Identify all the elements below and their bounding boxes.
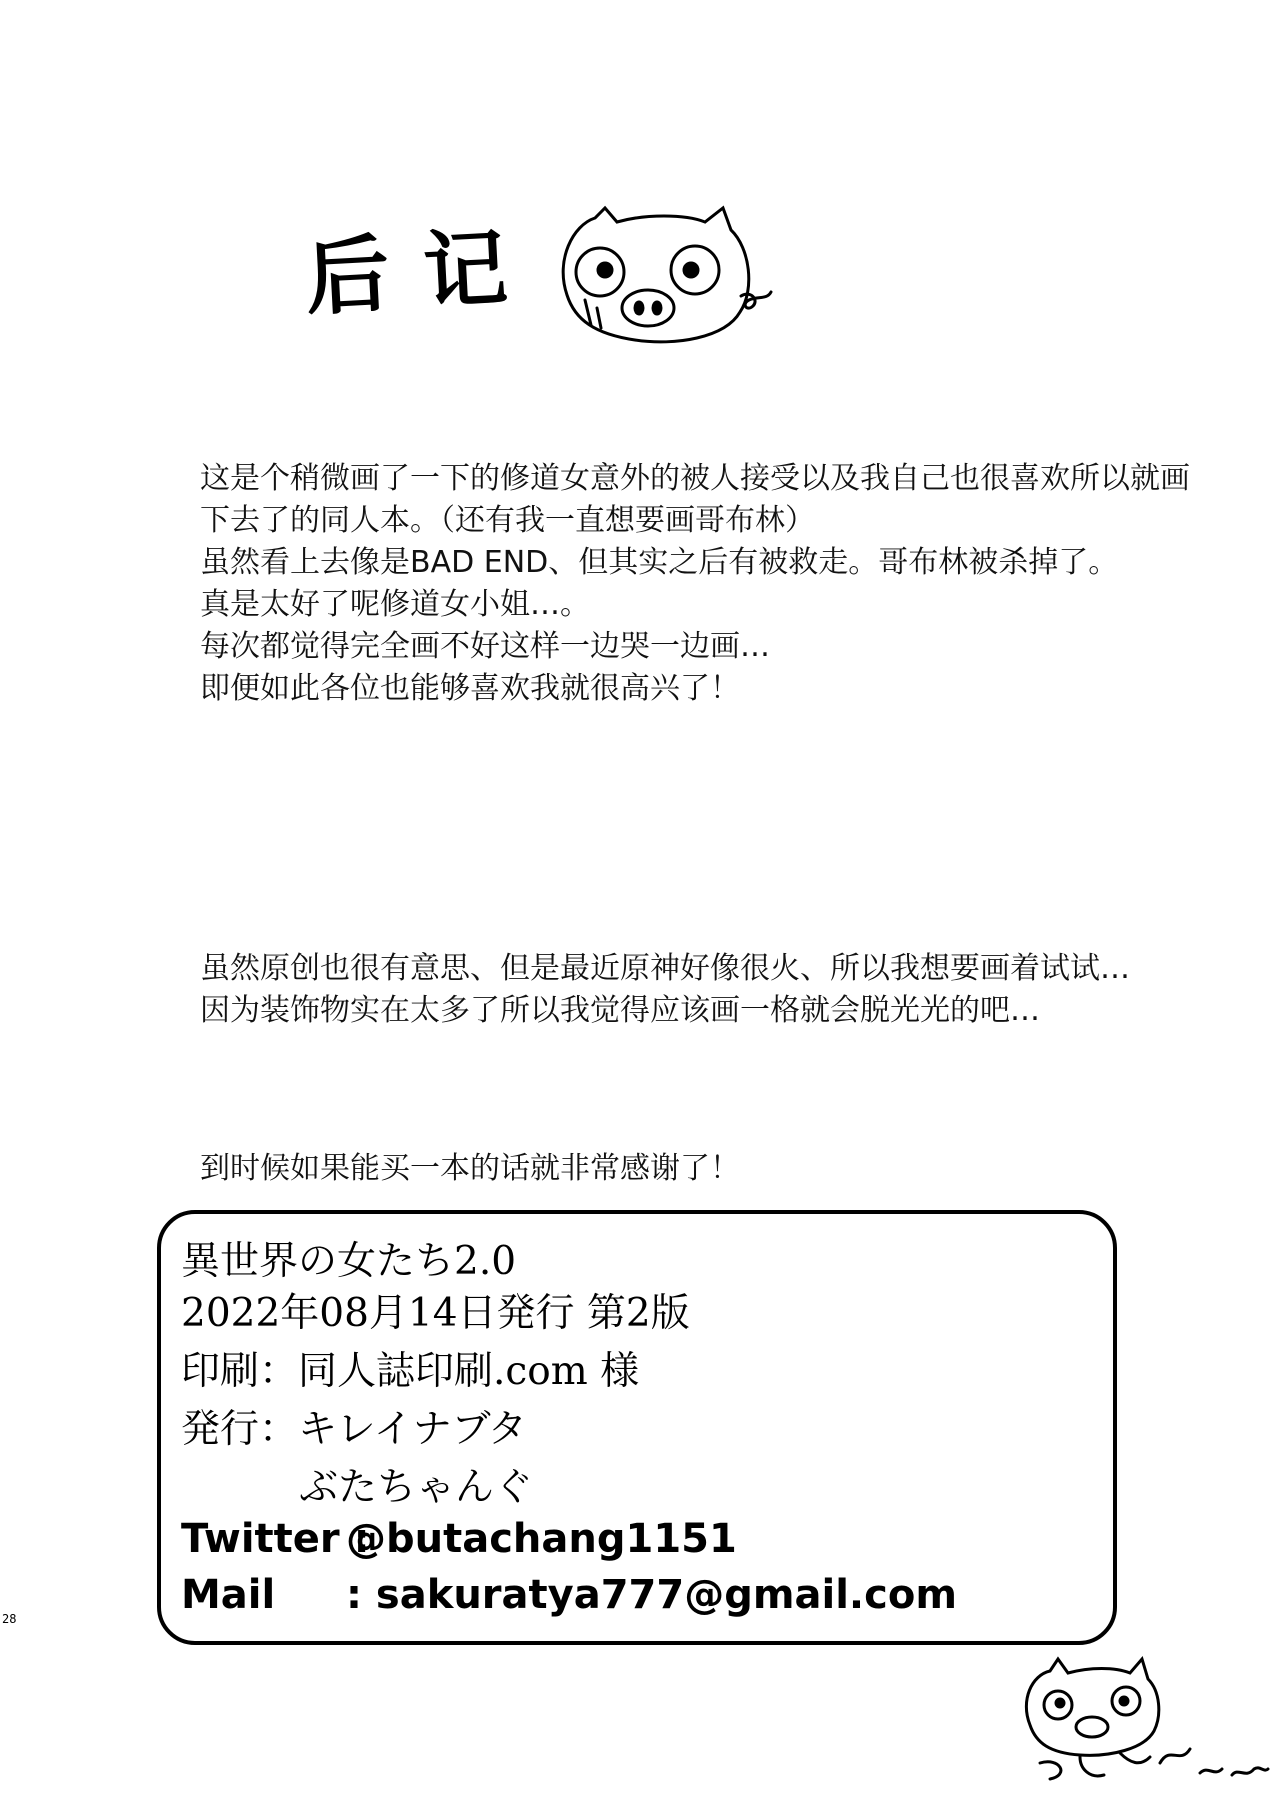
- pig-signature-icon: [1010, 1645, 1270, 1795]
- pig-mascot-icon: [545, 200, 775, 350]
- afterword-heading: 后记: [302, 215, 544, 328]
- text-line: 每次都觉得完全画不好这样一边哭一边画…: [200, 629, 770, 664]
- printer-credit: 印刷：同人誌印刷.com 様: [181, 1349, 640, 1394]
- text-line: 因为装饰物实在太多了所以我觉得应该画一格就会脱光光的吧…: [200, 993, 1040, 1028]
- colophon-box: [157, 1210, 1117, 1645]
- twitter-contact: [181, 1516, 737, 1562]
- text-line: 真是太好了呢修道女小姐…。: [200, 587, 590, 622]
- book-title: 異世界の女たち2.0: [181, 1239, 517, 1284]
- text-line: 即便如此各位也能够喜欢我就很高兴了！: [200, 671, 740, 706]
- afterword-paragraph-2: [200, 948, 1200, 1032]
- afterword-paragraph-1: [200, 458, 1200, 710]
- publish-date: 2022年08月14日発行 第2版: [181, 1291, 690, 1336]
- twitter-label: Twitter :: [181, 1516, 370, 1562]
- text-line: 到时候如果能买一本的话就非常感谢了！: [200, 1151, 740, 1186]
- author-name: ぶたちゃんぐ: [299, 1465, 534, 1510]
- text-line: 虽然原创也很有意思、但是最近原神好像很火、所以我想要画着试试…: [200, 951, 1130, 986]
- text-line: 这是个稍微画了一下的修道女意外的被人接受以及我自己也很喜欢所以就画: [200, 461, 1190, 496]
- page-number: 28: [2, 1612, 17, 1626]
- afterword-paragraph-3: [200, 1148, 1200, 1190]
- mail-label: Mail: [181, 1572, 276, 1618]
- text-line: 下去了的同人本。（还有我一直想要画哥布林）: [200, 503, 815, 538]
- mail-contact: [181, 1572, 957, 1618]
- publisher-credit: 発行：キレイナブタ: [181, 1407, 527, 1452]
- text-line: 虽然看上去像是BAD END、但其实之后有被救走。哥布林被杀掉了。: [200, 545, 1119, 580]
- twitter-handle: @butachang1151: [346, 1516, 737, 1562]
- mail-address: : sakuratya777@gmail.com: [346, 1572, 957, 1618]
